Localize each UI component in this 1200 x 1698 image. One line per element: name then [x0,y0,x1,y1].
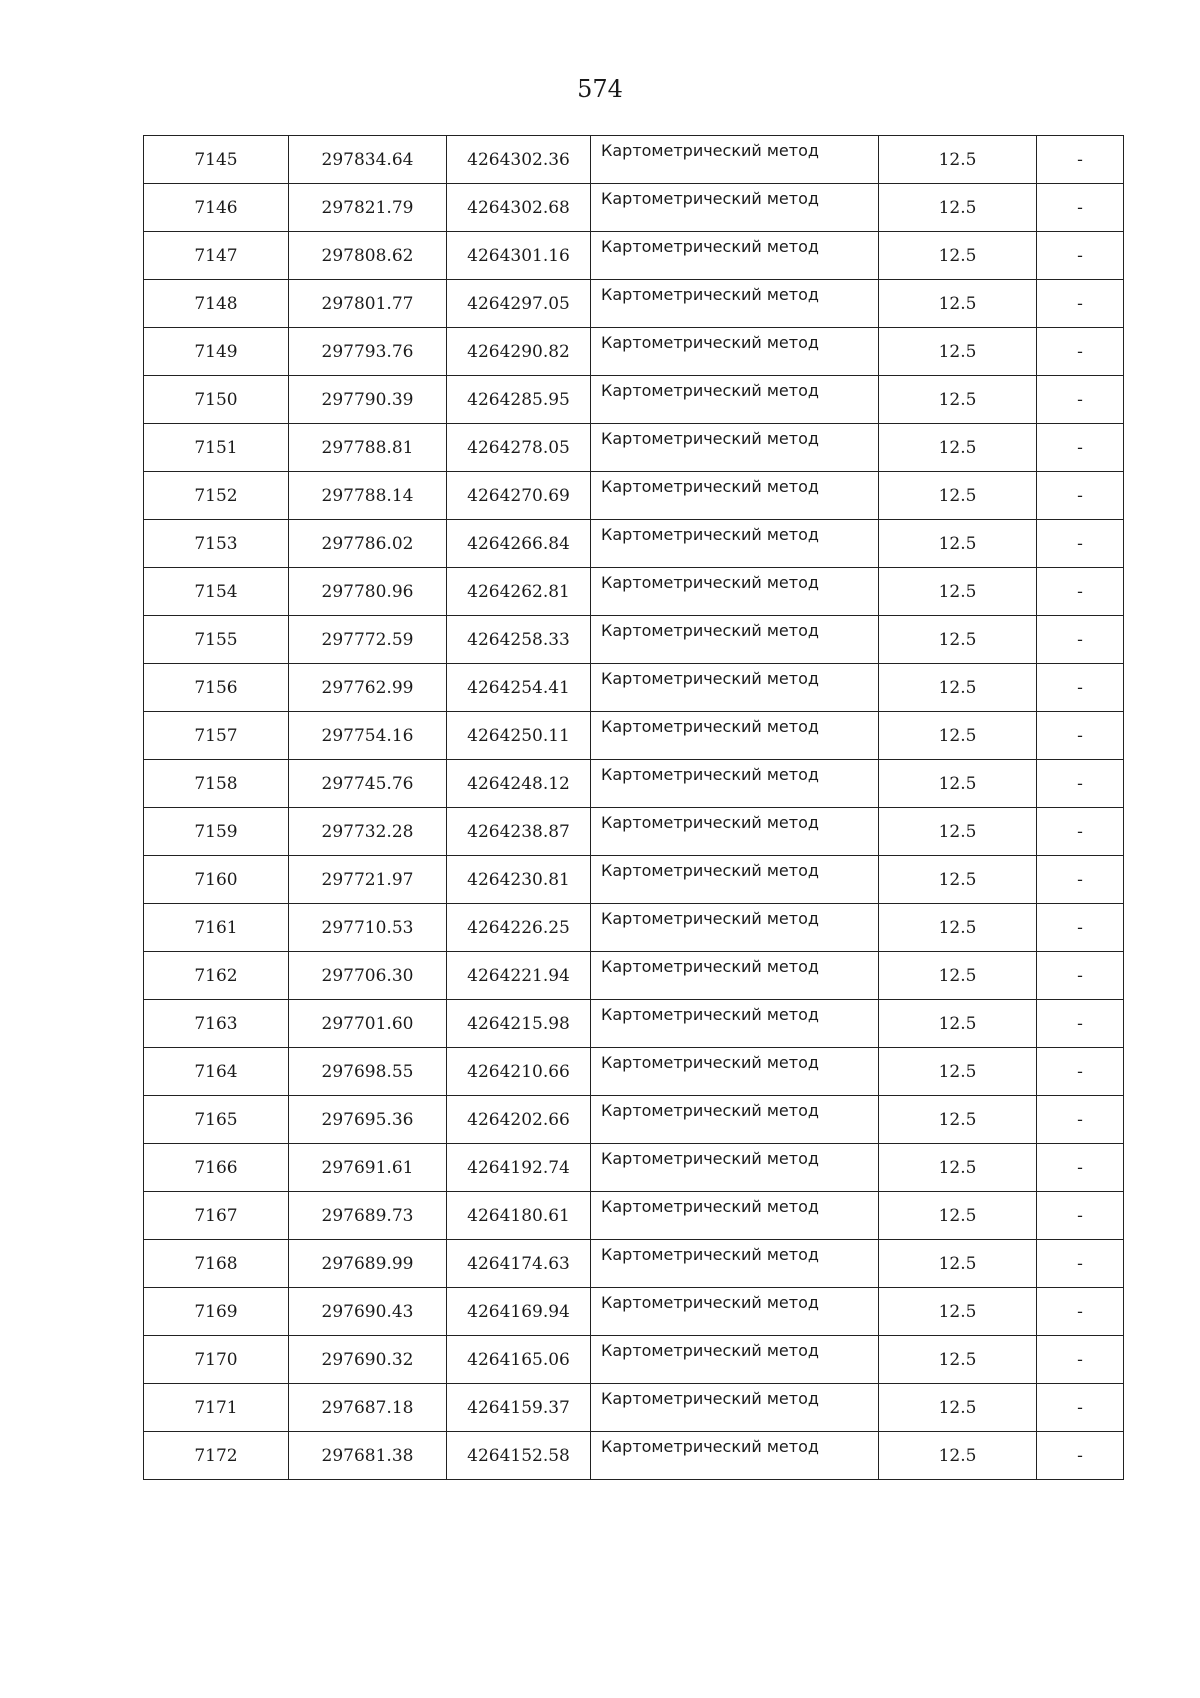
accuracy-cell: 12.5 [879,808,1037,856]
point-number-cell: 7165 [144,1096,289,1144]
y-coordinate-cell: 4264254.41 [447,664,591,712]
point-number-cell: 7149 [144,328,289,376]
note-cell: - [1037,424,1124,472]
y-coordinate-cell: 4264174.63 [447,1240,591,1288]
table-row [144,1288,1124,1336]
note-cell: - [1037,808,1124,856]
note-cell: - [1037,1384,1124,1432]
y-coordinate-cell: 4264270.69 [447,472,591,520]
accuracy-cell: 12.5 [879,760,1037,808]
accuracy-cell: 12.5 [879,1288,1037,1336]
point-number-cell: 7171 [144,1384,289,1432]
note-cell: - [1037,328,1124,376]
point-number-cell: 7164 [144,1048,289,1096]
accuracy-cell: 12.5 [879,1000,1037,1048]
method-cell: Картометрический метод [591,904,879,952]
point-number-cell: 7159 [144,808,289,856]
y-coordinate-cell: 4264266.84 [447,520,591,568]
table-row [144,184,1124,232]
y-coordinate-cell: 4264258.33 [447,616,591,664]
method-cell: Картометрический метод [591,712,879,760]
method-cell: Картометрический метод [591,472,879,520]
accuracy-cell: 12.5 [879,616,1037,664]
x-coordinate-cell: 297754.16 [289,712,447,760]
note-cell: - [1037,952,1124,1000]
method-cell: Картометрический метод [591,1240,879,1288]
table-row [144,712,1124,760]
accuracy-cell: 12.5 [879,1384,1037,1432]
x-coordinate-cell: 297691.61 [289,1144,447,1192]
table-row [144,136,1124,184]
note-cell: - [1037,184,1124,232]
y-coordinate-cell: 4264290.82 [447,328,591,376]
table-row [144,232,1124,280]
accuracy-cell: 12.5 [879,568,1037,616]
accuracy-cell: 12.5 [879,952,1037,1000]
note-cell: - [1037,568,1124,616]
method-cell: Картометрический метод [591,568,879,616]
x-coordinate-cell: 297681.38 [289,1432,447,1480]
x-coordinate-cell: 297710.53 [289,904,447,952]
table-row [144,1048,1124,1096]
table-row [144,1144,1124,1192]
accuracy-cell: 12.5 [879,376,1037,424]
point-number-cell: 7155 [144,616,289,664]
method-cell: Картометрический метод [591,1336,879,1384]
point-number-cell: 7154 [144,568,289,616]
point-number-cell: 7148 [144,280,289,328]
y-coordinate-cell: 4264210.66 [447,1048,591,1096]
method-cell: Картометрический метод [591,136,879,184]
method-cell: Картометрический метод [591,1192,879,1240]
y-coordinate-cell: 4264169.94 [447,1288,591,1336]
accuracy-cell: 12.5 [879,136,1037,184]
x-coordinate-cell: 297695.36 [289,1096,447,1144]
x-coordinate-cell: 297821.79 [289,184,447,232]
note-cell: - [1037,280,1124,328]
x-coordinate-cell: 297701.60 [289,1000,447,1048]
y-coordinate-cell: 4264221.94 [447,952,591,1000]
y-coordinate-cell: 4264248.12 [447,760,591,808]
point-number-cell: 7169 [144,1288,289,1336]
table-row [144,664,1124,712]
method-cell: Картометрический метод [591,1384,879,1432]
y-coordinate-cell: 4264278.05 [447,424,591,472]
x-coordinate-cell: 297762.99 [289,664,447,712]
note-cell: - [1037,1096,1124,1144]
method-cell: Картометрический метод [591,1432,879,1480]
x-coordinate-cell: 297687.18 [289,1384,447,1432]
point-number-cell: 7146 [144,184,289,232]
y-coordinate-cell: 4264297.05 [447,280,591,328]
note-cell: - [1037,664,1124,712]
point-number-cell: 7150 [144,376,289,424]
method-cell: Картометрический метод [591,1144,879,1192]
table-row [144,1192,1124,1240]
page-number: 574 [577,75,623,103]
note-cell: - [1037,136,1124,184]
table-row [144,328,1124,376]
method-cell: Картометрический метод [591,232,879,280]
x-coordinate-cell: 297788.14 [289,472,447,520]
y-coordinate-cell: 4264302.36 [447,136,591,184]
method-cell: Картометрический метод [591,328,879,376]
accuracy-cell: 12.5 [879,712,1037,760]
table-row [144,1240,1124,1288]
table-row [144,1432,1124,1480]
table-row [144,568,1124,616]
accuracy-cell: 12.5 [879,328,1037,376]
note-cell: - [1037,472,1124,520]
accuracy-cell: 12.5 [879,1336,1037,1384]
x-coordinate-cell: 297690.43 [289,1288,447,1336]
point-number-cell: 7170 [144,1336,289,1384]
note-cell: - [1037,232,1124,280]
note-cell: - [1037,1192,1124,1240]
note-cell: - [1037,1240,1124,1288]
note-cell: - [1037,1000,1124,1048]
point-number-cell: 7147 [144,232,289,280]
method-cell: Картометрический метод [591,376,879,424]
x-coordinate-cell: 297721.97 [289,856,447,904]
method-cell: Картометрический метод [591,664,879,712]
note-cell: - [1037,376,1124,424]
method-cell: Картометрический метод [591,1288,879,1336]
y-coordinate-cell: 4264152.58 [447,1432,591,1480]
point-number-cell: 7151 [144,424,289,472]
point-number-cell: 7152 [144,472,289,520]
table-row [144,904,1124,952]
x-coordinate-cell: 297786.02 [289,520,447,568]
x-coordinate-cell: 297689.73 [289,1192,447,1240]
point-number-cell: 7166 [144,1144,289,1192]
point-number-cell: 7156 [144,664,289,712]
table-row [144,808,1124,856]
table-row [144,424,1124,472]
accuracy-cell: 12.5 [879,184,1037,232]
coordinates-table [143,135,1124,1480]
table-row [144,376,1124,424]
point-number-cell: 7163 [144,1000,289,1048]
method-cell: Картометрический метод [591,1096,879,1144]
table-row [144,1384,1124,1432]
y-coordinate-cell: 4264250.11 [447,712,591,760]
point-number-cell: 7160 [144,856,289,904]
method-cell: Картометрический метод [591,1048,879,1096]
table-row [144,472,1124,520]
method-cell: Картометрический метод [591,616,879,664]
note-cell: - [1037,520,1124,568]
accuracy-cell: 12.5 [879,1240,1037,1288]
point-number-cell: 7161 [144,904,289,952]
y-coordinate-cell: 4264285.95 [447,376,591,424]
accuracy-cell: 12.5 [879,1144,1037,1192]
x-coordinate-cell: 297834.64 [289,136,447,184]
y-coordinate-cell: 4264165.06 [447,1336,591,1384]
table-row [144,1096,1124,1144]
point-number-cell: 7145 [144,136,289,184]
table-row [144,280,1124,328]
note-cell: - [1037,1288,1124,1336]
accuracy-cell: 12.5 [879,232,1037,280]
accuracy-cell: 12.5 [879,280,1037,328]
table-row [144,616,1124,664]
table-row [144,1000,1124,1048]
y-coordinate-cell: 4264215.98 [447,1000,591,1048]
x-coordinate-cell: 297732.28 [289,808,447,856]
note-cell: - [1037,1336,1124,1384]
y-coordinate-cell: 4264226.25 [447,904,591,952]
x-coordinate-cell: 297745.76 [289,760,447,808]
note-cell: - [1037,712,1124,760]
point-number-cell: 7158 [144,760,289,808]
y-coordinate-cell: 4264192.74 [447,1144,591,1192]
y-coordinate-cell: 4264302.68 [447,184,591,232]
point-number-cell: 7162 [144,952,289,1000]
x-coordinate-cell: 297788.81 [289,424,447,472]
x-coordinate-cell: 297772.59 [289,616,447,664]
y-coordinate-cell: 4264262.81 [447,568,591,616]
note-cell: - [1037,1144,1124,1192]
x-coordinate-cell: 297690.32 [289,1336,447,1384]
method-cell: Картометрический метод [591,952,879,1000]
method-cell: Картометрический метод [591,1000,879,1048]
accuracy-cell: 12.5 [879,1048,1037,1096]
method-cell: Картометрический метод [591,856,879,904]
accuracy-cell: 12.5 [879,1096,1037,1144]
table-body [144,136,1124,1480]
accuracy-cell: 12.5 [879,904,1037,952]
point-number-cell: 7168 [144,1240,289,1288]
method-cell: Картометрический метод [591,280,879,328]
note-cell: - [1037,760,1124,808]
x-coordinate-cell: 297706.30 [289,952,447,1000]
accuracy-cell: 12.5 [879,1432,1037,1480]
accuracy-cell: 12.5 [879,520,1037,568]
point-number-cell: 7167 [144,1192,289,1240]
table-row [144,856,1124,904]
table-row [144,952,1124,1000]
table-row [144,1336,1124,1384]
x-coordinate-cell: 297793.76 [289,328,447,376]
method-cell: Картометрический метод [591,424,879,472]
table-row [144,760,1124,808]
point-number-cell: 7172 [144,1432,289,1480]
x-coordinate-cell: 297808.62 [289,232,447,280]
note-cell: - [1037,616,1124,664]
note-cell: - [1037,1048,1124,1096]
y-coordinate-cell: 4264202.66 [447,1096,591,1144]
x-coordinate-cell: 297801.77 [289,280,447,328]
note-cell: - [1037,856,1124,904]
accuracy-cell: 12.5 [879,664,1037,712]
y-coordinate-cell: 4264238.87 [447,808,591,856]
y-coordinate-cell: 4264230.81 [447,856,591,904]
accuracy-cell: 12.5 [879,856,1037,904]
table-row [144,520,1124,568]
method-cell: Картометрический метод [591,808,879,856]
x-coordinate-cell: 297790.39 [289,376,447,424]
x-coordinate-cell: 297698.55 [289,1048,447,1096]
y-coordinate-cell: 4264301.16 [447,232,591,280]
method-cell: Картометрический метод [591,184,879,232]
accuracy-cell: 12.5 [879,1192,1037,1240]
y-coordinate-cell: 4264180.61 [447,1192,591,1240]
point-number-cell: 7153 [144,520,289,568]
method-cell: Картометрический метод [591,760,879,808]
note-cell: - [1037,904,1124,952]
note-cell: - [1037,1432,1124,1480]
point-number-cell: 7157 [144,712,289,760]
x-coordinate-cell: 297689.99 [289,1240,447,1288]
y-coordinate-cell: 4264159.37 [447,1384,591,1432]
x-coordinate-cell: 297780.96 [289,568,447,616]
accuracy-cell: 12.5 [879,424,1037,472]
accuracy-cell: 12.5 [879,472,1037,520]
method-cell: Картометрический метод [591,520,879,568]
